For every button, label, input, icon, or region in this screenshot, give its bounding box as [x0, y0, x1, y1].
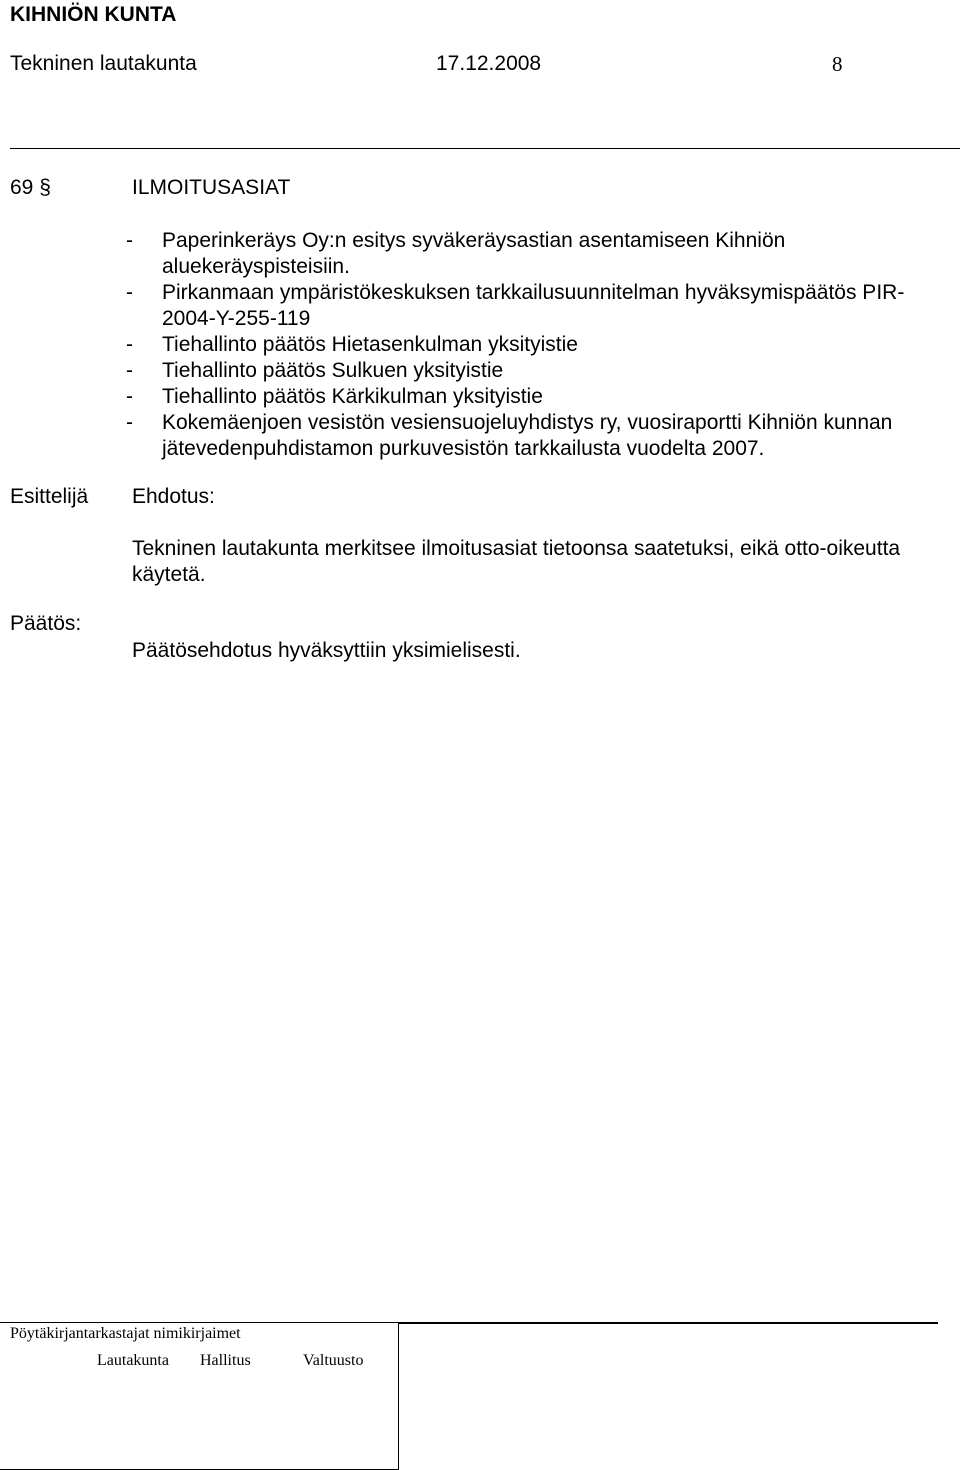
list-item-text: Tiehallinto päätös Kärkikulman yksityistie	[162, 385, 543, 408]
decision-label: Päätös:	[10, 612, 82, 635]
board-name: Tekninen lautakunta	[10, 52, 197, 75]
list-marker: -	[126, 411, 133, 434]
list-item	[126, 358, 956, 384]
notice-list	[126, 228, 956, 462]
list-item	[126, 410, 956, 462]
decision-text: Päätösehdotus hyväksyttiin yksimielisesti.	[132, 639, 521, 662]
list-item	[126, 228, 956, 280]
header-divider	[10, 148, 960, 149]
list-marker: -	[126, 281, 133, 304]
page-number: 8	[832, 52, 843, 76]
list-item	[126, 384, 956, 410]
list-item-text: Pirkanmaan ympäristökeskuksen tarkkailusuunnitelman hyväksymispäätös PIR-2004-Y-255-119	[162, 281, 905, 330]
section-title: ILMOITUSASIAT	[132, 176, 291, 199]
list-item-text: Paperinkeräys Oy:n esitys syväkeräysastian asentamiseen Kihniön aluekeräyspisteisiin.	[162, 229, 786, 278]
list-marker: -	[126, 385, 133, 408]
meeting-date: 17.12.2008	[436, 52, 542, 75]
section-number: 69 §	[10, 176, 51, 199]
organization-name: KIHNIÖN KUNTA	[10, 3, 177, 26]
initials-box	[0, 1322, 399, 1470]
list-marker: -	[126, 359, 133, 382]
initials-column-board: Lautakunta	[97, 1352, 169, 1369]
presenter-label: Esittelijä	[10, 485, 89, 508]
list-marker: -	[126, 229, 133, 252]
list-item-text: Kokemäenjoen vesistön vesiensuojeluyhdistys ry, vuosiraportti Kihniön kunnan jätevedenpuhdistamon purkuvesistön tarkkailusta vuodelta 2007.	[162, 411, 893, 460]
initials-column-executive: Hallitus	[200, 1352, 251, 1369]
initials-title: Pöytäkirjantarkastajat nimikirjaimet	[10, 1325, 241, 1342]
list-item-text: Tiehallinto päätös Sulkuen yksityistie	[162, 359, 504, 382]
footer-divider	[398, 1322, 938, 1324]
initials-column-council: Valtuusto	[303, 1352, 364, 1369]
list-item-text: Tiehallinto päätös Hietasenkulman yksityistie	[162, 333, 578, 356]
list-item	[126, 280, 956, 332]
list-marker: -	[126, 333, 133, 356]
list-item	[126, 332, 956, 358]
proposal-label: Ehdotus:	[132, 485, 215, 508]
proposal-text: Tekninen lautakunta merkitsee ilmoitusasiat tietoonsa saatetuksi, eikä otto-oikeutta käytetä.	[132, 537, 901, 586]
